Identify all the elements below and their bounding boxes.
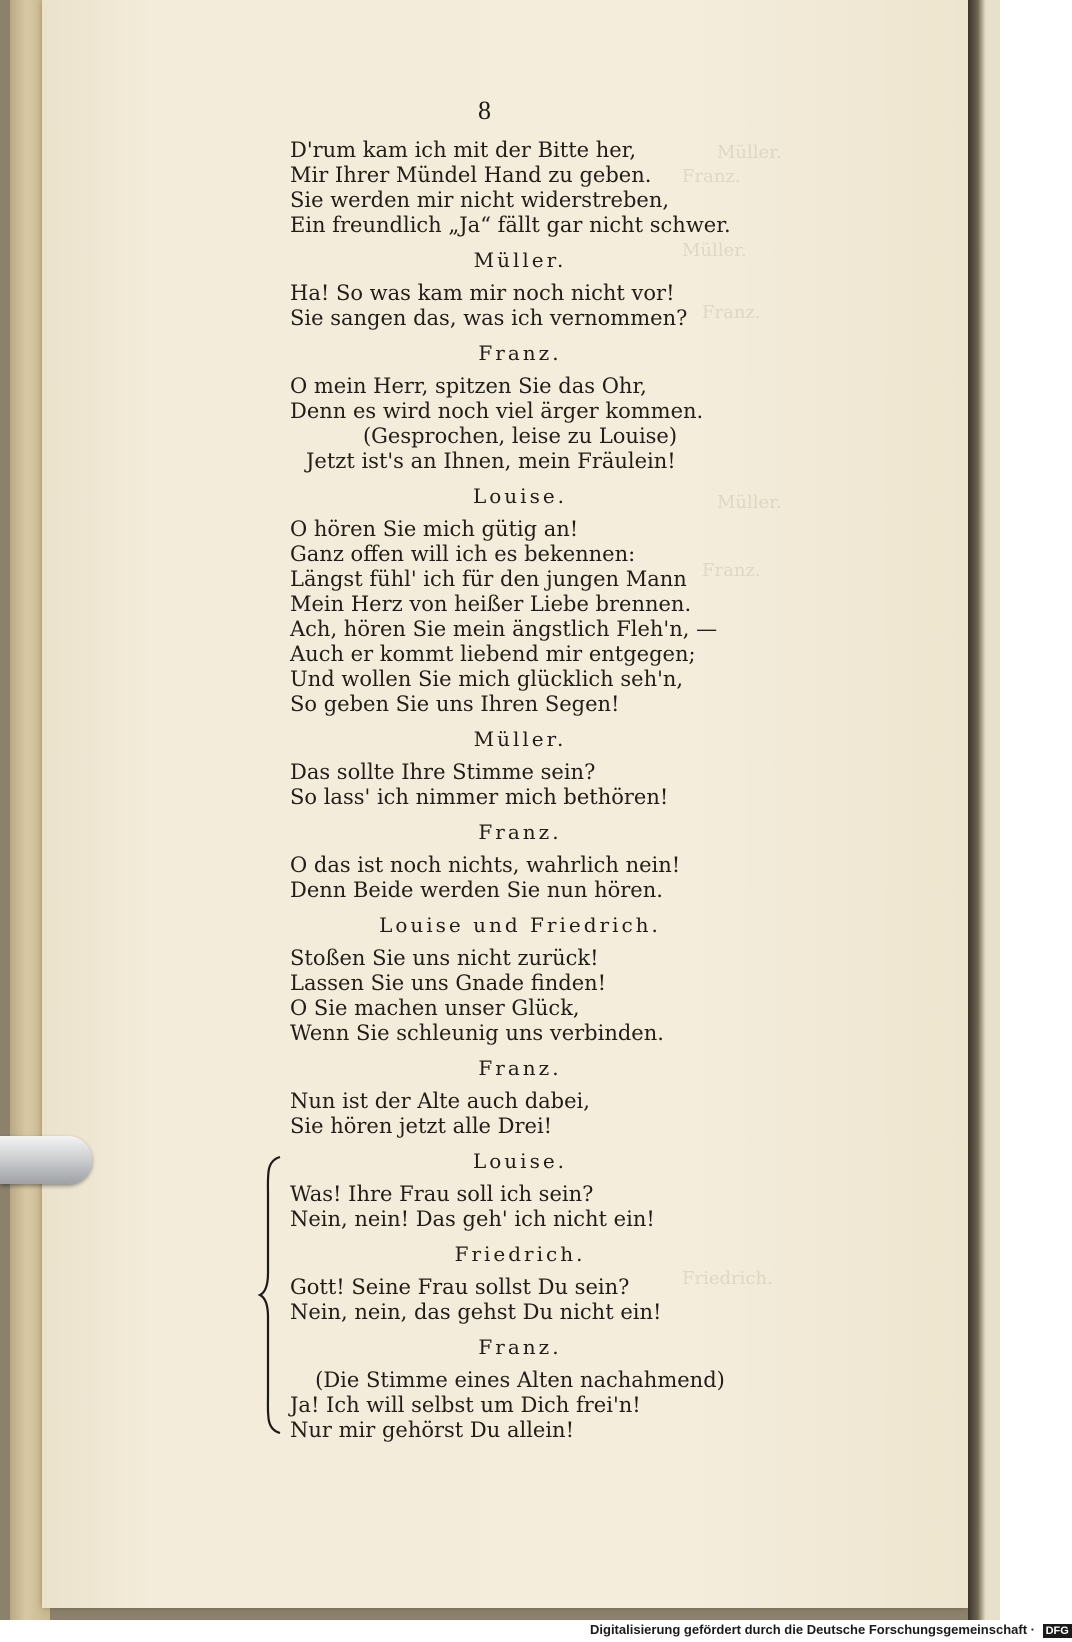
speaker-heading: Franz. (478, 820, 562, 844)
bleed-through-text: Müller. (682, 240, 747, 261)
verse-line: Das sollte Ihre Stimme sein? (290, 760, 596, 784)
credit-text: Digitalisierung gefördert durch die Deutsche Forschungsgemeinschaft · (590, 1622, 1035, 1637)
page-holder-clip (0, 1136, 92, 1184)
bleed-through-text: Müller. (717, 142, 782, 163)
libretto-text (290, 138, 750, 1443)
verse-line: Lassen Sie uns Gnade finden! (290, 971, 607, 995)
verse-line: Ja! Ich will selbst um Dich frei'n! (290, 1393, 641, 1417)
speaker-heading: Franz. (478, 341, 562, 365)
verse-line: Ganz offen will ich es bekennen: (290, 542, 636, 566)
verse-line: Nein, nein, das gehst Du nicht ein! (290, 1300, 662, 1324)
speaker-heading: Louise. (472, 1149, 568, 1173)
speaker-heading: Franz. (478, 1056, 562, 1080)
ensemble-brace (258, 1155, 284, 1435)
verse-line: Mein Herz von heißer Liebe brennen. (290, 592, 692, 616)
verse-line: Ha! So was kam mir noch nicht vor! (290, 281, 675, 305)
verse-line: So lass' ich nimmer mich bethören! (290, 785, 669, 809)
verse-line: Denn Beide werden Sie nun hören. (290, 878, 663, 902)
verse-line: O Sie machen unser Glück, (290, 996, 580, 1020)
verse-line: Auch er kommt liebend mir entgegen; (290, 642, 696, 666)
page-number: 8 (478, 96, 491, 125)
speaker-heading: Müller. (473, 248, 567, 272)
speaker-heading: Franz. (478, 1335, 562, 1359)
verse-line: Nun ist der Alte auch dabei, (290, 1089, 590, 1113)
verse-line: Nein, nein! Das geh' ich nicht ein! (290, 1207, 655, 1231)
verse-line: D'rum kam ich mit der Bitte her, (290, 138, 637, 162)
verse-line: Sie sangen das, was ich vernommen? (290, 306, 688, 330)
verse-line: Wenn Sie schleunig uns verbinden. (290, 1021, 664, 1045)
verse-line: Stoßen Sie uns nicht zurück! (290, 946, 599, 970)
bleed-through-text: Franz. (702, 560, 761, 581)
verse-line: O hören Sie mich gütig an! (290, 517, 579, 541)
bleed-through-text: Müller. (717, 492, 782, 513)
bleed-through-text: Friedrich. (682, 1268, 773, 1289)
verse-line: So geben Sie uns Ihren Segen! (290, 692, 620, 716)
speaker-heading: Louise und Friedrich. (379, 913, 661, 937)
stage-direction: (Gesprochen, leise zu Louise) (362, 424, 678, 448)
verse-line: Und wollen Sie mich glücklich seh'n, (290, 667, 684, 691)
verse-line: Jetzt ist's an Ihnen, mein Fräulein! (306, 449, 676, 473)
verse-line: Ach, hören Sie mein ängstlich Fleh'n, — (290, 617, 718, 641)
verse-line: Gott! Seine Frau sollst Du sein? (290, 1275, 630, 1299)
verse-line: O das ist noch nichts, wahrlich nein! (290, 853, 681, 877)
verse-line: Sie werden mir nicht widerstreben, (290, 188, 670, 212)
right-page-edge (968, 0, 1000, 1620)
bleed-through-text: Franz. (702, 302, 761, 323)
speaker-heading: Friedrich. (454, 1242, 586, 1266)
speaker-heading: Müller. (473, 727, 567, 751)
dfg-logo: DFG (1043, 1624, 1072, 1638)
stage-direction: (Die Stimme eines Alten nachahmend) (315, 1368, 725, 1392)
bleed-through-text: Franz. (682, 166, 741, 187)
verse-line: Ein freundlich „Ja“ fällt gar nicht schwer. (290, 213, 731, 237)
verse-line: Längst fühl' ich für den jungen Mann (290, 567, 687, 591)
verse-line: Nur mir gehörst Du allein! (290, 1418, 575, 1442)
verse-line: Was! Ihre Frau soll ich sein? (290, 1182, 594, 1206)
verse-line: Mir Ihrer Mündel Hand zu geben. (290, 163, 652, 187)
verse-line: O mein Herr, spitzen Sie das Ohr, (290, 374, 647, 398)
speaker-heading: Louise. (472, 484, 568, 508)
verse-line: Denn es wird noch viel ärger kommen. (290, 399, 704, 423)
digitization-credit (590, 1622, 1072, 1638)
verse-line: Sie hören jetzt alle Drei! (290, 1114, 553, 1138)
